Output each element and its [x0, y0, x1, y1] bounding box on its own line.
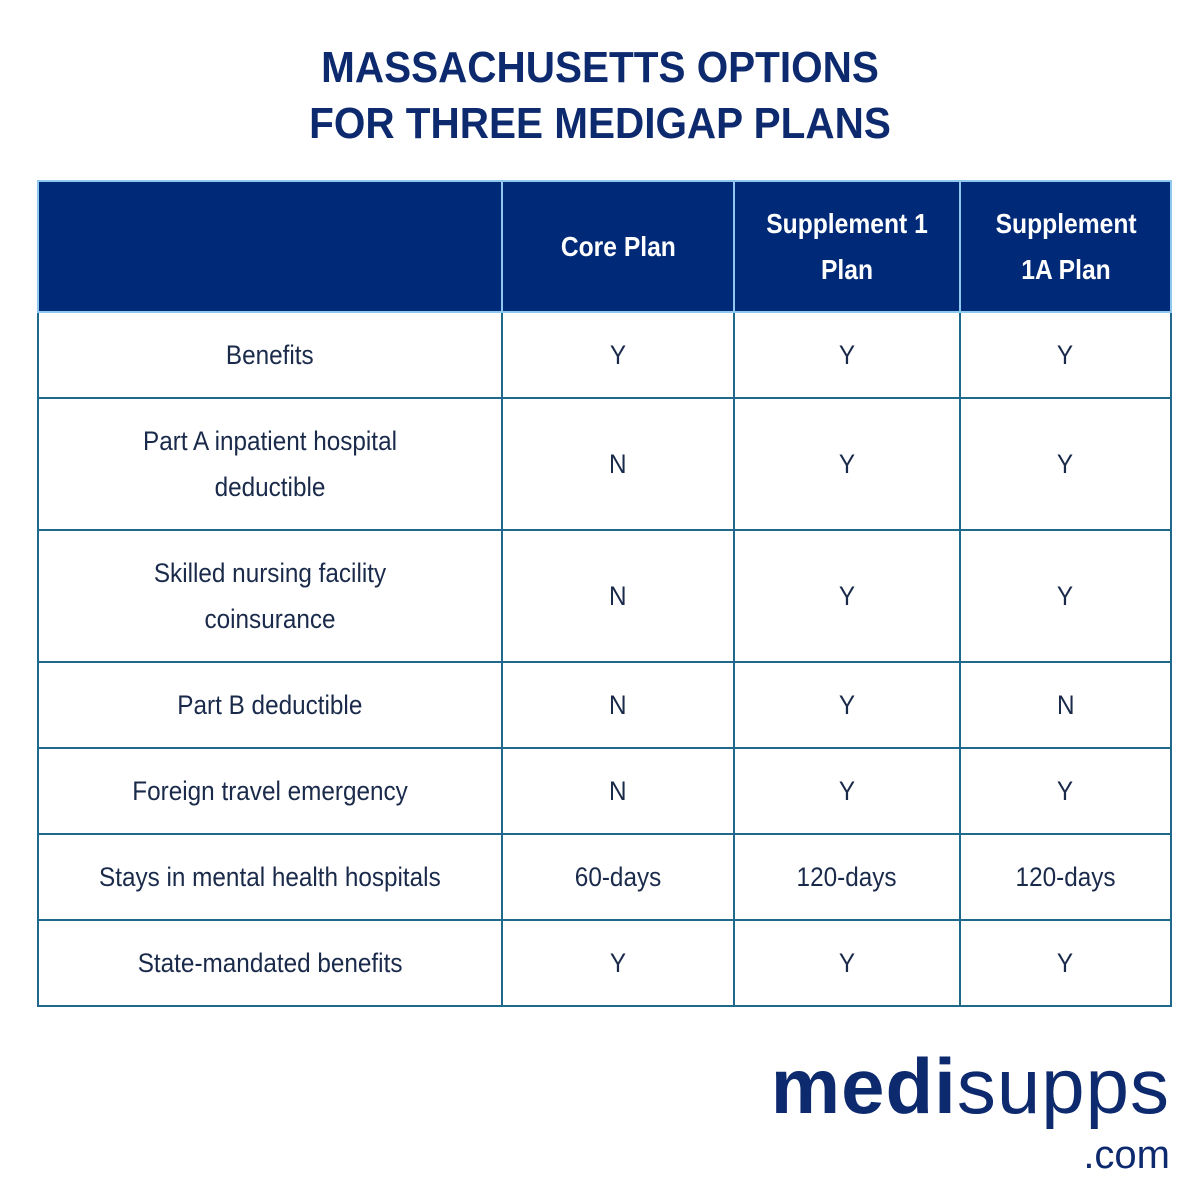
row-label-cell: [38, 662, 502, 748]
row-label: Foreign travel emergency: [132, 776, 408, 806]
row-label: Skilled nursing facility coinsurance: [153, 558, 387, 634]
header-supplement-1: [734, 181, 960, 312]
logo-wordmark: [771, 1040, 1170, 1132]
cell-value: N: [1056, 690, 1075, 720]
table-row: [38, 834, 1171, 920]
logo-light: supps: [956, 1042, 1170, 1130]
table-row: [38, 662, 1171, 748]
row-label: Part B deductible: [177, 690, 363, 720]
row-label-cell: [38, 834, 502, 920]
value-cell: [960, 748, 1171, 834]
value-cell: [960, 662, 1171, 748]
cell-value: Y: [838, 690, 856, 720]
header-cell-empty: [38, 181, 502, 312]
logo-suffix: .com: [1083, 1133, 1170, 1177]
value-cell: [734, 662, 960, 748]
row-label: Part A inpatient hospital deductible: [143, 426, 397, 502]
row-label-cell: [38, 748, 502, 834]
header-supplement-1a: [960, 181, 1171, 312]
value-cell: [734, 398, 960, 530]
table-row: [38, 748, 1171, 834]
title-line-2: FOR THREE MEDIGAP PLANS: [309, 99, 891, 148]
value-cell: [502, 312, 734, 398]
cell-value: Y: [609, 948, 627, 978]
cell-value: N: [609, 581, 627, 611]
logo-bold: medi: [770, 1042, 957, 1130]
header-label: Core Plan: [560, 230, 676, 262]
cell-value: Y: [1057, 340, 1074, 370]
cell-value: Y: [838, 948, 856, 978]
value-cell: [960, 530, 1171, 662]
cell-value: 120-days: [1015, 862, 1116, 892]
row-label-cell: [38, 312, 502, 398]
header-core-plan: [502, 181, 734, 312]
cell-value: N: [609, 690, 627, 720]
row-label-cell: [38, 920, 502, 1006]
comparison-table: [37, 180, 1172, 1007]
header-row: [38, 181, 1171, 312]
value-cell: [502, 834, 734, 920]
medisupps-logo: [771, 1040, 1170, 1178]
value-cell: [734, 920, 960, 1006]
table-row: [38, 530, 1171, 662]
value-cell: [502, 662, 734, 748]
row-label-cell: [38, 398, 502, 530]
cell-value: N: [609, 449, 627, 479]
cell-value: 120-days: [797, 862, 897, 892]
cell-value: Y: [609, 340, 627, 370]
title-line-1: MASSACHUSETTS OPTIONS: [321, 43, 879, 92]
value-cell: [960, 312, 1171, 398]
value-cell: [734, 312, 960, 398]
value-cell: [502, 748, 734, 834]
value-cell: [960, 398, 1171, 530]
row-label: Stays in mental health hospitals: [99, 862, 441, 892]
cell-value: Y: [1057, 948, 1074, 978]
page-title: [0, 40, 1200, 152]
row-label: State-mandated benefits: [137, 948, 403, 978]
value-cell: [734, 530, 960, 662]
cell-value: Y: [838, 340, 856, 370]
cell-value: 60-days: [574, 862, 662, 892]
cell-value: N: [609, 776, 627, 806]
cell-value: Y: [1057, 776, 1074, 806]
value-cell: [502, 920, 734, 1006]
value-cell: [960, 834, 1171, 920]
header-label: Supplement 1A Plan: [995, 207, 1137, 285]
cell-value: Y: [838, 449, 856, 479]
value-cell: [734, 834, 960, 920]
cell-value: Y: [1057, 449, 1074, 479]
cell-value: Y: [1057, 581, 1074, 611]
row-label: Benefits: [226, 340, 314, 370]
cell-value: Y: [838, 776, 856, 806]
cell-value: Y: [838, 581, 856, 611]
table-row: [38, 920, 1171, 1006]
value-cell: [734, 748, 960, 834]
table-row: [38, 398, 1171, 530]
table-row: [38, 312, 1171, 398]
header-label: Supplement 1 Plan: [766, 207, 928, 285]
value-cell: [502, 530, 734, 662]
value-cell: [960, 920, 1171, 1006]
value-cell: [502, 398, 734, 530]
row-label-cell: [38, 530, 502, 662]
